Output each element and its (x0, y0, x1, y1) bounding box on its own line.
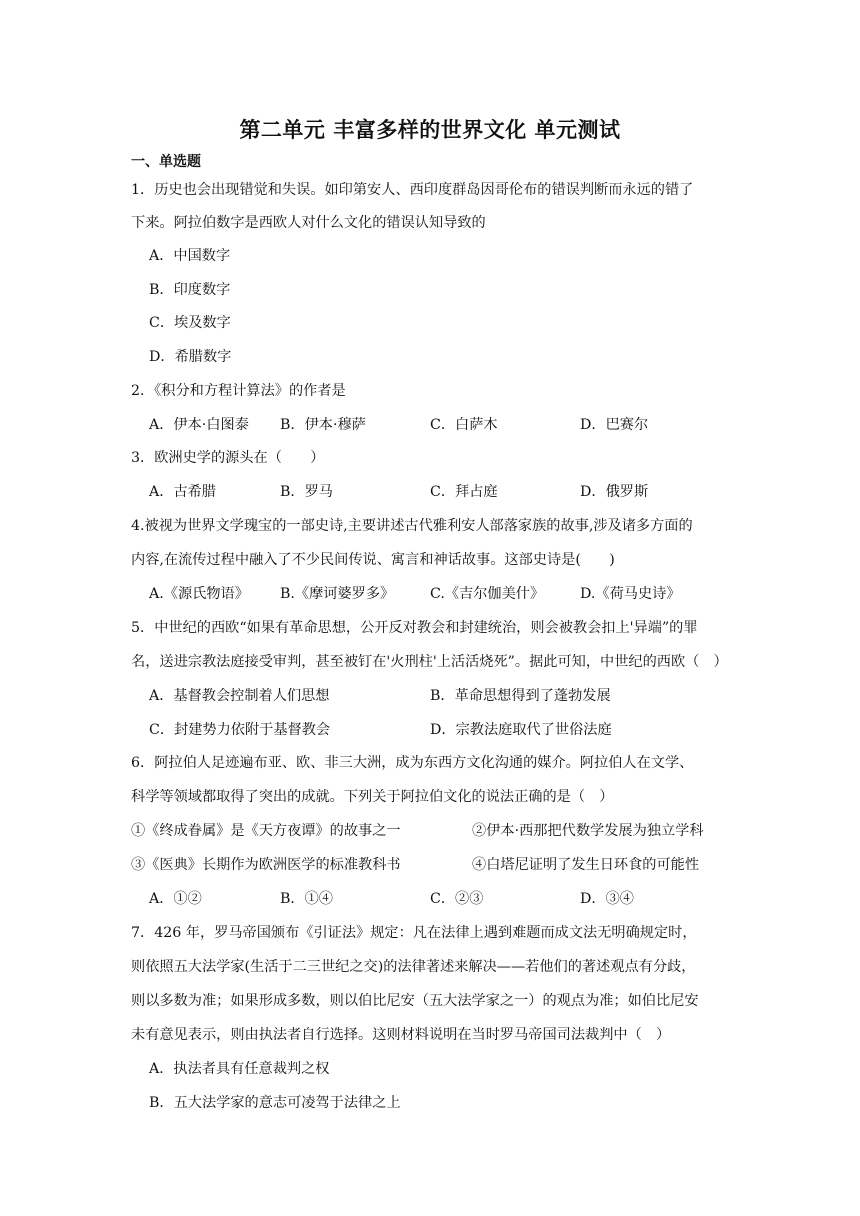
q3-option-c: C．拜占庭 (430, 484, 498, 500)
q5-option-a: A．基督教会控制着人们思想 (149, 688, 330, 704)
q6-statements-row2 (131, 855, 751, 875)
q6-option-c: C．②③ (430, 891, 484, 907)
q7-stem-line4: 未有意见表示，则由执法者自行选择。这则材料说明在当时罗马帝国司法裁判中（ ） (131, 1027, 671, 1043)
q5-option-d: D．宗教法庭取代了世俗法庭 (430, 722, 612, 738)
q5-option-c: C．封建势力依附于基督教会 (149, 722, 331, 738)
q2-option-c: C．白萨木 (430, 417, 498, 433)
q6-statements-row1 (131, 821, 751, 841)
q4-option-d: D.《荷马史诗》 (580, 586, 681, 602)
q6-option-a: A．①② (149, 891, 202, 907)
page-title: 第二单元 丰富多样的世界文化 单元测试 (239, 118, 621, 142)
q7-stem-line1: 7．426 年，罗马帝国颁布《引证法》规定：凡在法律上遇到难题而成文法无明确规定时， (131, 925, 697, 941)
q6-option-b: B．①④ (280, 891, 333, 907)
q2-option-a: A．伊本·白图泰 (149, 417, 249, 433)
q4-option-b: B.《摩诃婆罗多》 (280, 586, 395, 602)
q6-option-d: D．③④ (580, 891, 634, 907)
q2-options (149, 415, 749, 435)
q1-stem-line1: 1．历史也会出现错觉和失误。如印第安人、西印度群岛因哥伦布的错误判断而永远的错了 (131, 182, 694, 198)
q6-stem-line2: 科学等领域都取得了突出的成就。下列关于阿拉伯文化的说法正确的是（ ） (131, 789, 614, 805)
q1-option-a: A．中国数字 (149, 248, 231, 264)
q3-option-b: B．罗马 (280, 484, 333, 500)
q3-option-d: D．俄罗斯 (580, 484, 649, 500)
q7-option-a: A．执法者具有任意裁判之权 (149, 1061, 330, 1077)
q6-options (149, 889, 749, 909)
q2-stem: 2．《积分和方程计算法》的作者是 (131, 383, 346, 399)
q6-statement-3: ③《医典》长期作为欧洲医学的标准教科书 (131, 857, 401, 873)
q5-stem-line2: 名，送进宗教法庭接受审判，甚至被钉在'火刑柱'上活活烧死”。据此可知，中世纪的西欧（ ） (131, 654, 728, 670)
q5-options-row1 (149, 686, 749, 706)
q2-option-b: B．伊本·穆萨 (280, 417, 366, 433)
q6-stem-line1: 6．阿拉伯人足迹遍布亚、欧、非三大洲，成为东西方文化沟通的媒介。阿拉伯人在文学、 (131, 755, 694, 771)
q6-statement-1: ①《终成眷属》是《天方夜谭》的故事之一 (131, 823, 401, 839)
q2-option-d: D．巴赛尔 (580, 417, 649, 433)
q1-option-d: D．希腊数字 (149, 349, 232, 365)
q7-option-b: B．五大法学家的意志可凌驾于法律之上 (149, 1095, 401, 1111)
section-heading: 一、单选题 (131, 154, 201, 170)
q3-stem: 3．欧洲史学的源头在（ ） (131, 450, 325, 466)
q5-stem-line1: 5．中世纪的西欧“如果有革命思想，公开反对教会和封建统治，则会被教会扣上'异端”的罪 (131, 620, 698, 636)
q4-stem-line2: 内容,在流传过程中融入了不少民间传说、寓言和神话故事。这部史诗是( ) (131, 552, 615, 568)
q4-option-a: A.《源氏物语》 (149, 586, 249, 602)
q7-stem-line2: 则依照五大法学家(生活于二三世纪之交)的法律著述来解决——若他们的著述观点有分歧， (131, 959, 696, 975)
q1-stem-line2: 下来。阿拉伯数字是西欧人对什么文化的错误认知导致的 (131, 215, 486, 231)
q6-statement-4: ④白塔尼证明了发生日环食的可能性 (472, 857, 700, 873)
q1-option-b: B．印度数字 (149, 282, 231, 298)
q3-option-a: A．古希腊 (149, 484, 216, 500)
q6-statement-2: ②伊本·西那把代数学发展为独立学科 (472, 823, 704, 839)
q1-option-c: C．埃及数字 (149, 315, 231, 331)
q5-options-row2 (149, 720, 749, 740)
q4-stem-line1: 4.被视为世界文学瑰宝的一部史诗,主要讲述古代雅利安人部落家族的故事,涉及诸多方面的 (131, 518, 693, 534)
q7-stem-line3: 则以多数为准；如果形成多数，则以伯比尼安（五大法学家之一）的观点为准；如伯比尼安 (131, 993, 699, 1009)
q4-options (149, 584, 749, 604)
q3-options (149, 482, 749, 502)
q5-option-b: B．革命思想得到了蓬勃发展 (430, 688, 611, 704)
q4-option-c: C.《吉尔伽美什》 (430, 586, 545, 602)
